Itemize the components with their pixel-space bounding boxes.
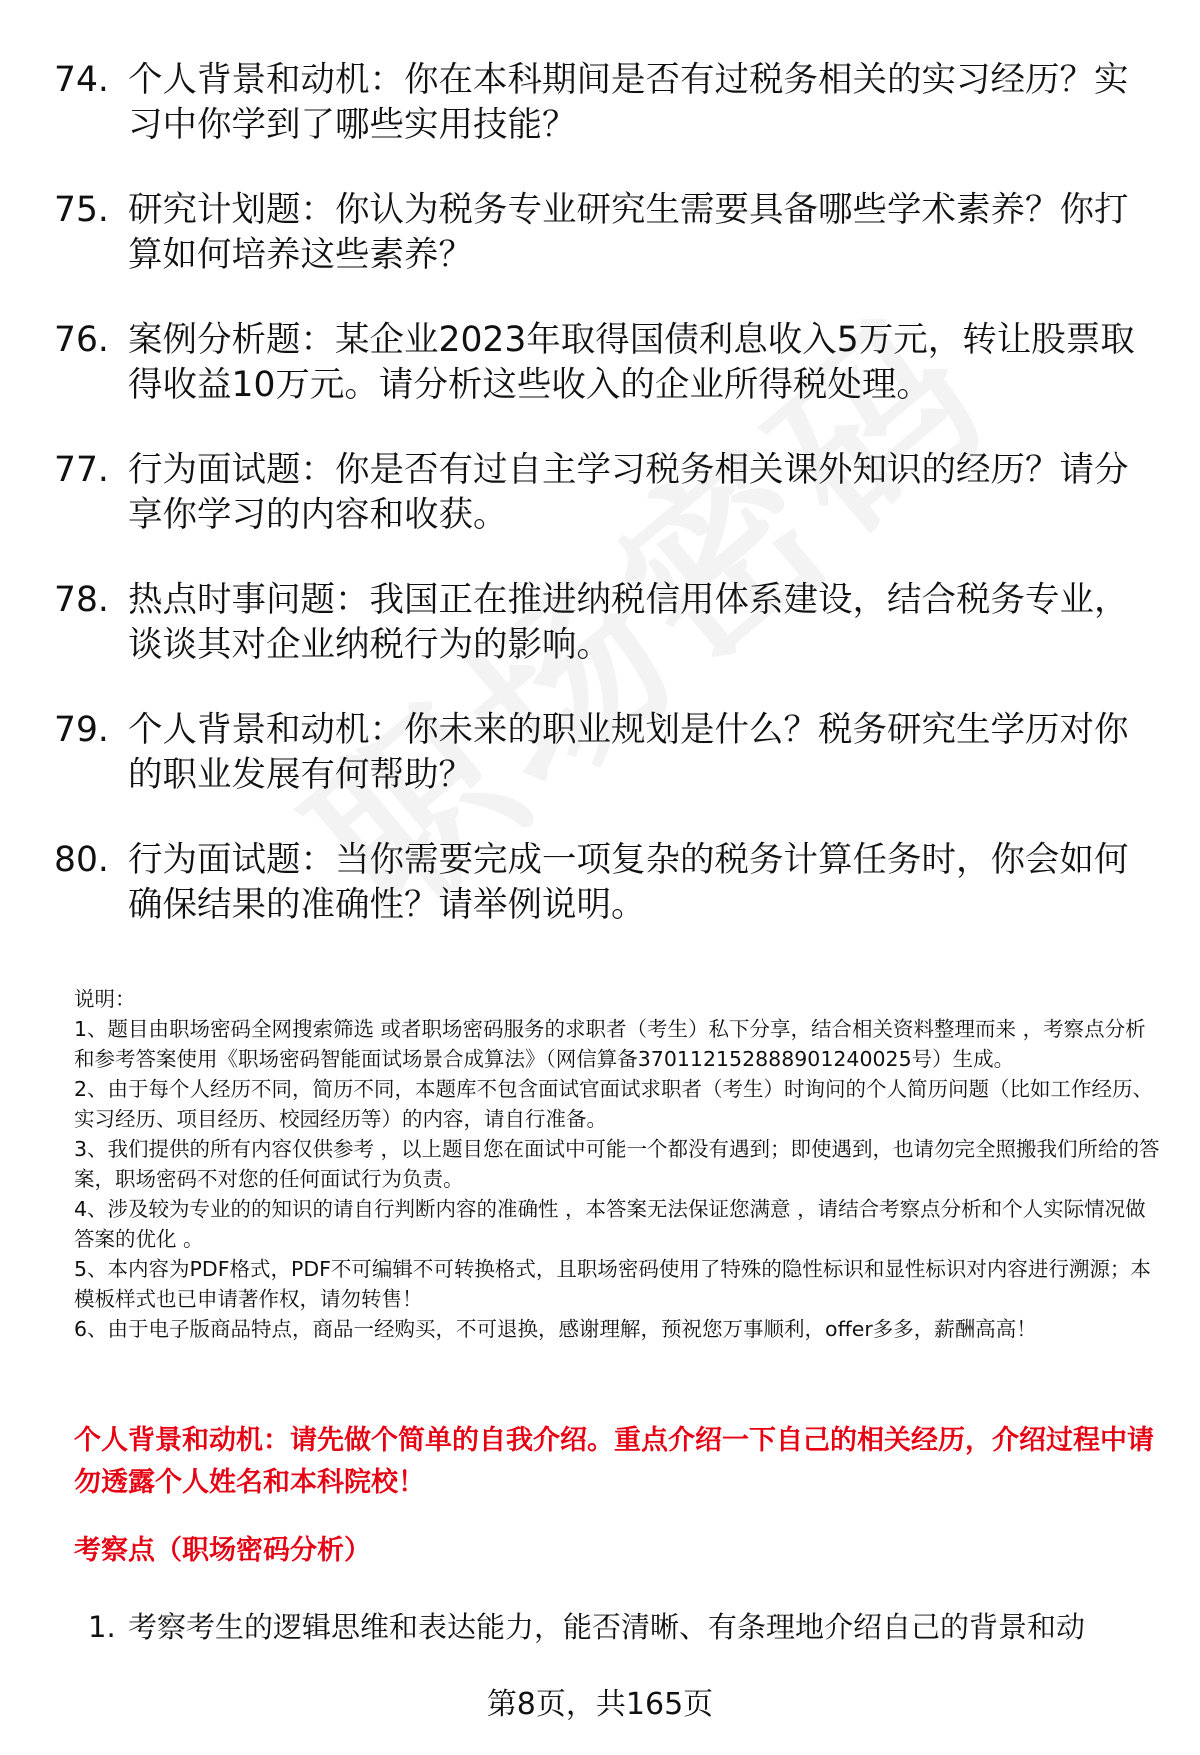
analysis-point: [88, 1607, 1178, 1647]
question-number: 78.: [54, 580, 109, 620]
question-heading: [74, 1420, 1154, 1504]
analysis-heading-text: 考察点（职场密码分析）: [74, 1535, 371, 1566]
analysis-point-number: 1.: [88, 1610, 116, 1644]
question-text: 案例分析题：某企业2023年取得国债利息收入5万元，转让股票取得收益10万元。请分析这些收入的企业所得税处理。: [128, 320, 1135, 405]
note-item: 2、由于每个人经历不同，简历不同，本题库不包含面试官面试求职者（考生）时询问的个人简历问题（比如工作经历、实习经历、项目经历、校园经历等）的内容，请自行准备。: [74, 1077, 1154, 1131]
question-heading-text: 个人背景和动机：请先做个简单的自我介绍。重点介绍一下自己的相关经历，介绍过程中请勿透露个人姓名和本科院校！: [74, 1425, 1154, 1498]
question-item: [0, 578, 1200, 668]
question-text: 研究计划题：你认为税务专业研究生需要具备哪些学术素养？你打算如何培养这些素养？: [128, 190, 1129, 275]
question-text: 行为面试题：当你需要完成一项复杂的税务计算任务时，你会如何确保结果的准确性？请举例说明。: [128, 840, 1129, 925]
question-text: 个人背景和动机：你未来的职业规划是什么？税务研究生学历对你的职业发展有何帮助？: [128, 710, 1129, 795]
question-list: [0, 58, 1200, 968]
question-item: [0, 318, 1200, 408]
question-text: 热点时事问题：我国正在推进纳税信用体系建设，结合税务专业，谈谈其对企业纳税行为的影响。: [128, 580, 1129, 665]
question-item: [0, 708, 1200, 798]
question-text: 个人背景和动机：你在本科期间是否有过税务相关的实习经历？实习中你学到了哪些实用技能？: [128, 60, 1129, 145]
question-item: [0, 838, 1200, 928]
note-item: 1、题目由职场密码全网搜索筛选 或者职场密码服务的求职者（考生）私下分享，结合相关资料整理而来 ，考察点分析和参考答案使用《职场密码智能面试场景合成算法》（网信算备370112152888901240025号）生成。: [74, 1017, 1146, 1071]
question-number: 77.: [54, 450, 109, 490]
question-number: 76.: [54, 320, 109, 360]
analysis-heading: [74, 1530, 1154, 1572]
question-number: 80.: [54, 840, 109, 880]
note-item: 3、我们提供的所有内容仅供参考 ，以上题目您在面试中可能一个都没有遇到；即使遇到，也请勿完全照搬我们所给的答案，职场密码不对您的任何面试行为负责。: [74, 1137, 1160, 1191]
question-text: 行为面试题：你是否有过自主学习税务相关课外知识的经历？请分享你学习的内容和收获。: [128, 450, 1129, 535]
question-number: 75.: [54, 190, 109, 230]
page-footer: 第8页，共165页: [486, 1687, 714, 1722]
question-number: 74.: [54, 60, 109, 100]
question-item: [0, 448, 1200, 538]
question-number: 79.: [54, 710, 109, 750]
question-item: [0, 188, 1200, 278]
notes-section: [74, 984, 1164, 1344]
notes-title: 说明：: [74, 987, 136, 1011]
note-item: 5、本内容为PDF格式，PDF不可编辑不可转换格式，且职场密码使用了特殊的隐性标识和显性标识对内容进行溯源；本模板样式也已申请著作权，请勿转售！: [74, 1257, 1151, 1311]
question-item: [0, 58, 1200, 148]
analysis-point-text: 考察考生的逻辑思维和表达能力，能否清晰、有条理地介绍自己的背景和动: [128, 1610, 1086, 1644]
note-item: 6、由于电子版商品特点，商品一经购买，不可退换，感谢理解，预祝您万事顺利，offer多多，薪酬高高！: [74, 1317, 1037, 1341]
note-item: 4、涉及较为专业的的知识的请自行判断内容的准确性 ，本答案无法保证您满意 ，请结合考察点分析和个人实际情况做答案的优化 。: [74, 1197, 1146, 1251]
